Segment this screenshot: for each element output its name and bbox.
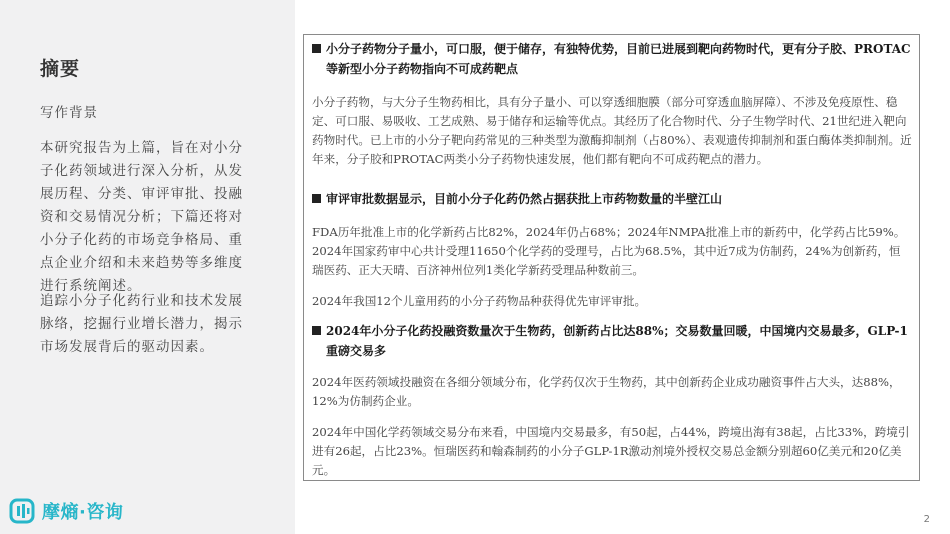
brand-logo (8, 497, 123, 525)
section-heading: 审评审批数据显示，目前小分子化药仍然占据获批上市药物数量的半壁江山 (312, 189, 912, 209)
section-paragraph: 2024年医药领域投融资在各细分领域分布，化学药仅次于生物药，其中创新药企业成功融资事件占大头，达88%，12%为仿制药企业。 (312, 375, 901, 408)
sidebar (0, 0, 295, 534)
summary-title: 摘要 (40, 58, 81, 80)
purpose-paragraph: 追踪小分子化药行业和技术发展脉络，挖掘行业增长潜力，揭示市场发展背后的驱动因素。 (40, 293, 243, 355)
section-2 (312, 189, 912, 311)
moshang-logo-icon (8, 497, 36, 525)
logo-text: 摩熵·咨询 (42, 502, 124, 523)
section-paragraph: FDA历年批准上市的化学新药占比82%，2024年仍占68%；2024年NMPA批准上市的新药中，化学药占比59%。2024年国家药审中心共计受理11650个化学药的受理号，占比为68.5%，其中近7成为仿制药，24%为创新药，恒瑞医药、正大天晴、百济神州位列1类化学新药受理品种数前三。 (312, 225, 906, 277)
section-heading: 小分子药物分子量小，可口服，便于储存，有独特优势，目前已进展到靶向药物时代，更有分子胶、PROTAC 等新型小分子药物指向不可成药靶点 (312, 39, 912, 79)
section-heading: 2024年小分子化药投融资数量次于生物药，创新药占比达88%；交易数量回暖，中国境内交易最多，GLP-1重磅交易多 (312, 321, 912, 361)
section-paragraph: 2024年我国12个儿童用药的小分子药物品种获得优先审评审批。 (312, 294, 647, 308)
section-1 (312, 39, 912, 169)
background-paragraph: 本研究报告为上篇，旨在对小分子化药领域进行深入分析，从发展历程、分类、审评审批、投融资和交易情况分析；下篇还将对小分子化药的市场竞争格局、重点企业介绍和未来趋势等多维度进行系统阐述。 (40, 140, 243, 294)
section-3 (312, 321, 912, 480)
writing-background-label: 写作背景 (40, 105, 98, 121)
section-paragraph: 2024年中国化学药领域交易分布来看，中国境内交易最多，有50起，占44%，跨境出海有38起，占比33%，跨境引进有26起，占比23%。恒瑞医药和翰森制药的小分子GLP-1R激动剂境外授权交易总金额分别超60亿美元和20亿美元。 (312, 425, 910, 477)
section-paragraph: 小分子药物，与大分子生物药相比，具有分子量小、可以穿透细胞膜（部分可穿透血脑屏障）、不涉及免疫原性、稳定、可口服、易吸收、工艺成熟、易于储存和运输等优点。其经历了化合物时代、分子生物学时代、21世纪进入靶向药物时代。已上市的小分子靶向药常见的三种类型为激酶抑制剂（占80%）、表观遗传抑制剂和蛋白酶体类抑制剂。近年来，分子胶和PROTAC两类小分子药物快速发展，他们都有靶向不可成药靶点的潜力。 (312, 95, 912, 166)
page-number: 2 (923, 514, 930, 525)
content-box (303, 34, 920, 481)
